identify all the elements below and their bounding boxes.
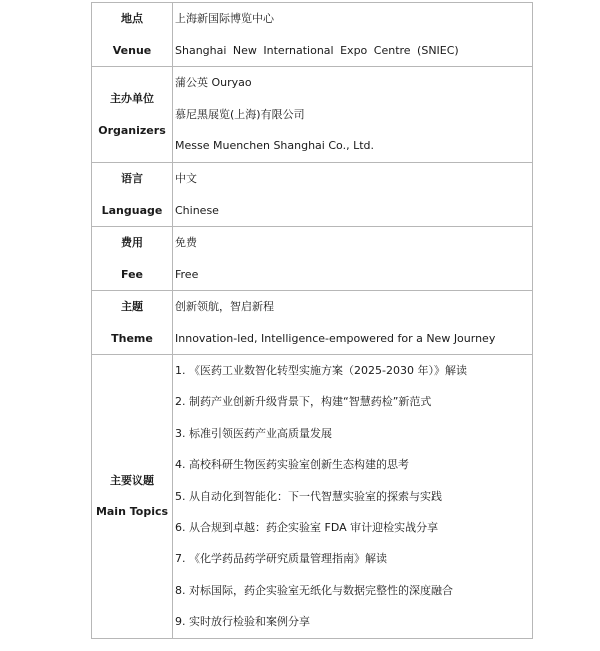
fee-value-en: Free (175, 267, 199, 281)
fee-label-en: Fee (121, 267, 143, 281)
organizer-item: 蒲公英 Ouryao (175, 76, 252, 89)
theme-label-en: Theme (111, 331, 153, 345)
fee-label (92, 227, 173, 291)
topics-row (92, 355, 533, 639)
organizers-value (173, 67, 533, 163)
organizers-row (92, 67, 533, 163)
topic-item: 8. 对标国际，药企实验室无纸化与数据完整性的深度融合 (175, 583, 453, 597)
organizers-label-en: Organizers (98, 123, 166, 137)
language-row (92, 163, 533, 227)
organizers-label-zh: 主办单位 (110, 91, 154, 105)
topics-label (92, 355, 173, 639)
theme-value-en: Innovation-led, Intelligence-empowered for a New Journey (175, 331, 496, 345)
venue-row (92, 3, 533, 67)
event-info-table (91, 2, 533, 639)
language-value (173, 163, 533, 227)
fee-value-zh: 免费 (175, 236, 197, 250)
topic-item: 5. 从自动化到智能化：下一代智慧实验室的探索与实践 (175, 489, 442, 503)
venue-value-zh: 上海新国际博览中心 (175, 12, 274, 25)
topic-item: 9. 实时放行检验和案例分享 (175, 615, 310, 629)
language-label-en: Language (101, 203, 163, 217)
language-value-en: Chinese (175, 203, 219, 217)
topics-label-en: Main Topics (95, 505, 169, 519)
fee-value (173, 227, 533, 291)
theme-value-zh: 创新领航，智启新程 (175, 300, 274, 314)
venue-value-en: Shanghai New International Expo Centre (SNIEC) (175, 43, 459, 57)
organizers-label (92, 67, 173, 163)
fee-label-zh: 费用 (121, 236, 143, 250)
organizer-item: Messe Muenchen Shanghai Co., Ltd. (175, 139, 374, 153)
topics-label-zh: 主要议题 (110, 473, 154, 487)
language-value-zh: 中文 (175, 172, 197, 186)
venue-label-zh: 地点 (121, 12, 143, 25)
venue-value (173, 3, 533, 67)
theme-label-zh: 主题 (121, 300, 143, 314)
fee-row (92, 227, 533, 291)
theme-row (92, 291, 533, 355)
topic-item: 6. 从合规到卓越：药企实验室 FDA 审计迎检实战分享 (175, 521, 439, 535)
topic-item: 1. 《医药工业数智化转型实施方案（2025-2030 年）》解读 (175, 364, 467, 378)
theme-value (173, 291, 533, 355)
topics-value (173, 355, 533, 639)
topic-item: 4. 高校科研生物医药实验室创新生态构建的思考 (175, 458, 409, 472)
organizer-item: 慕尼黑展览(上海)有限公司 (175, 107, 305, 121)
topic-item: 2. 制药产业创新升级背景下，构建“智慧药检”新范式 (175, 395, 432, 409)
language-label (92, 163, 173, 227)
venue-label (92, 3, 173, 67)
topic-item: 7. 《化学药品药学研究质量管理指南》解读 (175, 552, 387, 566)
theme-label (92, 291, 173, 355)
language-label-zh: 语言 (121, 172, 143, 186)
venue-label-en: Venue (112, 43, 152, 57)
topic-item: 3. 标准引领医药产业高质量发展 (175, 426, 332, 440)
